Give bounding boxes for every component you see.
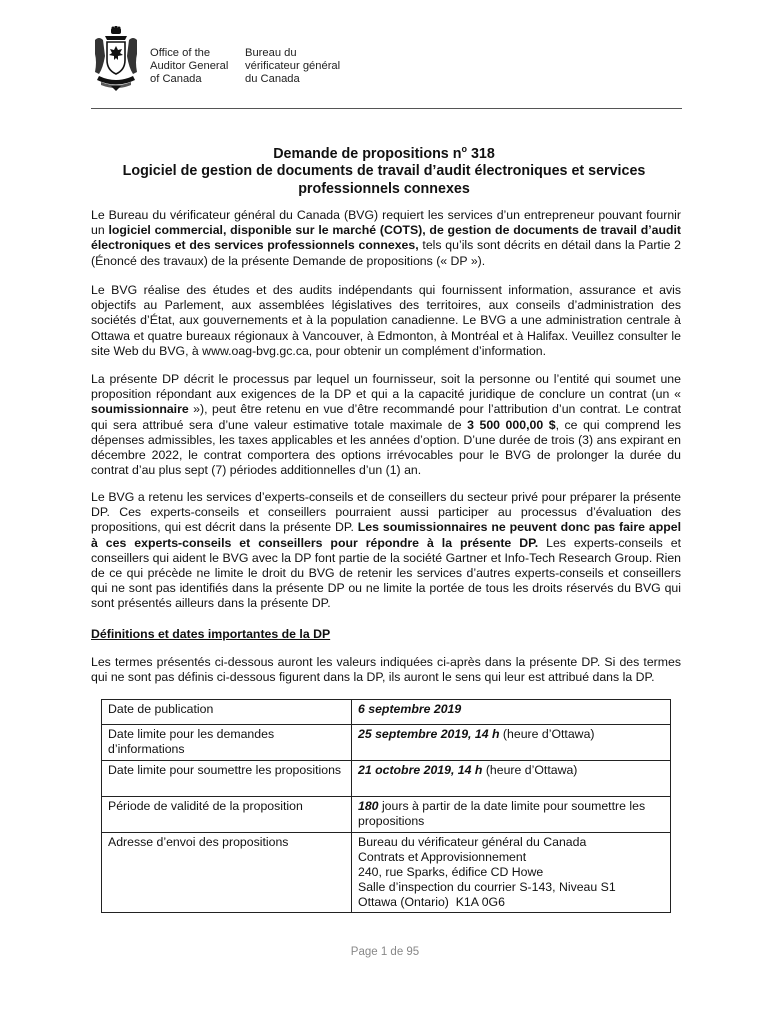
- paragraph-definitions: Les termes présentés ci-dessous auront les valeurs indiquées ci-après dans la présente DP. Si des termes qui ne sont pas définis ci-dessous figurent dans la DP, ils auront le sens qui leur est attribué dans la DP.: [91, 655, 681, 685]
- row-label: Date limite pour soumettre les propositions: [102, 761, 352, 797]
- row-label: Date de publication: [102, 700, 352, 725]
- organization-name-en: Office of the Auditor General of Canada: [150, 47, 229, 85]
- page-number: Page 1 de 95: [350, 946, 420, 958]
- row-value: 180 jours à partir de la date limite pour soumettre les propositions: [352, 797, 671, 833]
- paragraph-about-bvg: Le BVG réalise des études et des audits indépendants qui fournissent information, assurance et avis objectifs au Parlement, aux assemblées législatives des territoires, aux conseils d’administration des sociétés d’État, aux gouvernements et à la population canadienne. Le BVG a une administration centrale à Ottawa et quatre bureaux régionaux à Vancouver, à Edmonton, à Montréal et à Halifax. Veuillez consulter le site Web du BVG, à www.oag-bvg.gc.ca, pour obtenir un complément d’information.: [91, 283, 681, 358]
- title-line-2: Logiciel de gestion de documents de travail d’audit électroniques et services: [122, 163, 646, 180]
- row-label: Période de validité de la proposition: [102, 797, 352, 833]
- paragraph-consultants: Le BVG a retenu les services d’experts-conseils et de conseillers du secteur privé pour préparer la présente DP. Ces experts-conseils et conseillers pourraient aussi participer au processus d’évaluation des propositions, qui est décrit dans la présente DP. Les soumissionnaires ne peuvent donc pas faire appel à ces experts-conseils et conseillers pour répondre à la présente DP. Les experts-conseils et conseillers qui aident le BVG avec la DP font partie de la société Gartner et Info-Tech Research Group. Rien de ce qui précède ne limite le droit du BVG de retenir les services d’autres experts-conseils et conseillers qui ne sont pas identifiés dans la présente DP ou ne limite la portée de tous les droits réservés du BVG qui sont présentés ailleurs dans la présente DP.: [91, 490, 681, 611]
- row-value: 25 septembre 2019, 14 h (heure d’Ottawa): [352, 725, 671, 761]
- table-row: [102, 797, 671, 833]
- row-value: 6 septembre 2019: [352, 700, 671, 725]
- important-dates-table: [101, 699, 671, 913]
- table-row: [102, 700, 671, 725]
- document-title: [80, 141, 688, 198]
- header-divider: [91, 108, 682, 109]
- organization-name-fr: Bureau du vérificateur général du Canada: [245, 47, 341, 85]
- coat-of-arms-icon: [91, 26, 141, 92]
- table-row: [102, 761, 671, 797]
- paragraph-intro: Le Bureau du vérificateur général du Canada (BVG) requiert les services d’un entrepreneur pouvant fournir un logiciel commercial, disponible sur le marché (COTS), de gestion de documents de travail d’audit électroniques et des services professionnels connexes, tels qu’ils sont décrits en détail dans la Partie 2 (Énoncé des travaux) de la présente Demande de propositions (« DP »).: [91, 208, 681, 268]
- title-line-1: Demande de propositions $n^o$ 318: [273, 144, 495, 162]
- row-label: Date limite pour les demandes d’informations: [102, 725, 352, 761]
- title-line-3: professionnels connexes: [298, 180, 470, 197]
- row-value: 21 octobre 2019, 14 h (heure d’Ottawa): [352, 761, 671, 797]
- row-value-address: Bureau du vérificateur général du Canada Contrats et Approvisionnement 240, rue Sparks, édifice CD Howe Salle d’inspection du courrier S-143, Niveau S1 Ottawa (Ontario) K1A 0G6: [352, 833, 671, 913]
- definitions-heading: Définitions et dates importantes de la DP: [91, 627, 331, 641]
- row-label: Adresse d’envoi des propositions: [102, 833, 352, 913]
- table-row: [102, 725, 671, 761]
- table-row: [102, 833, 671, 913]
- paragraph-process: La présente DP décrit le processus par lequel un fournisseur, soit la personne ou l’entité qui soumet une proposition répondant aux exigences de la DP et qui a la capacité juridique de conclure un contrat (un « soumissionnaire »), peut être retenu en vue d’être recommandé pour l’attribution d’un contrat. Le contrat qui sera attribué sera d’une valeur estimative totale maximale de 3 500 000,00 $, ce qui comprend les dépenses admissibles, les taxes applicables et les années d’option. D’une durée de trois (3) ans expirant en décembre 2022, le contrat comportera des options irrévocables pour le BVG de prolonger la durée du contrat d’au plus sept (7) périodes additionnelles d’un (1) an.: [91, 372, 681, 478]
